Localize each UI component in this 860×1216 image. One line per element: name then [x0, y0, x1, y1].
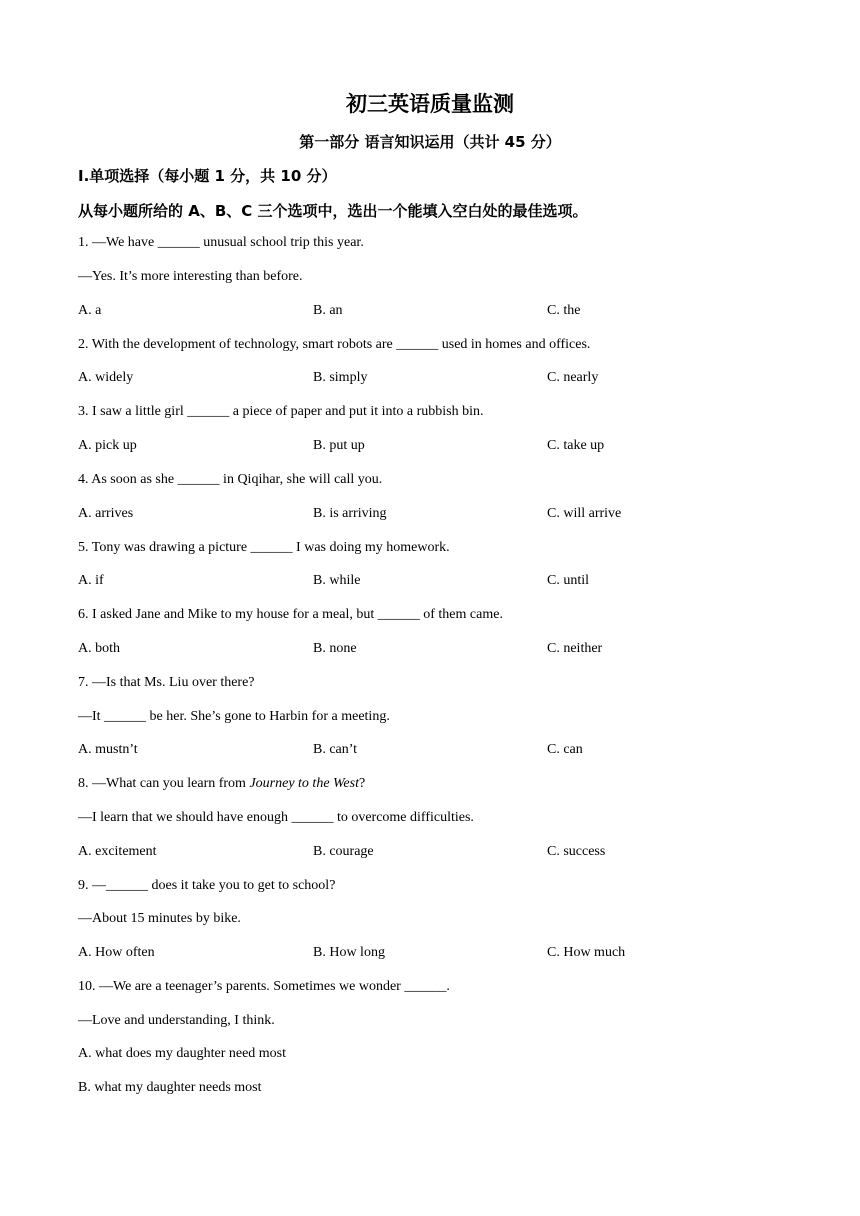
section-heading: Ⅰ.单项选择（每小题 1 分，共 10 分）	[78, 167, 337, 185]
question-4-line-1: 4. As soon as she ______ in Qiqihar, she will call you.	[78, 472, 383, 487]
question-1-option-a: A. a	[78, 303, 102, 318]
question-8-prefix: 8. —What can you learn from	[78, 776, 250, 791]
question-2-option-a: A. widely	[78, 370, 134, 385]
question-6-option-a: A. both	[78, 641, 120, 656]
question-7-option-a: A. mustn’t	[78, 742, 138, 757]
question-3-option-b: B. put up	[313, 438, 365, 453]
question-4-option-a: A. arrives	[78, 506, 134, 521]
question-6-line-1: 6. I asked Jane and Mike to my house for a meal, but ______ of them came.	[78, 607, 503, 622]
question-10-option-b: B. what my daughter needs most	[78, 1080, 262, 1095]
question-10-line-2: —Love and understanding, I think.	[78, 1013, 275, 1028]
question-7-option-c: C. can	[547, 742, 583, 757]
question-1-option-c: C. the	[547, 303, 581, 318]
part-subtitle: 第一部分 语言知识运用（共计 45 分）	[299, 133, 561, 151]
question-5-option-a: A. if	[78, 573, 104, 588]
question-9-line-1: 9. —______ does it take you to get to school?	[78, 878, 336, 893]
question-7-option-b: B. can’t	[313, 742, 358, 757]
question-7-line-2: —It ______ be her. She’s gone to Harbin for a meeting.	[78, 709, 390, 724]
question-4-option-c: C. will arrive	[547, 506, 622, 521]
question-8-line-2: —I learn that we should have enough ______ to overcome difficulties.	[78, 810, 474, 825]
question-9-line-2: —About 15 minutes by bike.	[78, 911, 241, 926]
question-8-option-c: C. success	[547, 844, 606, 859]
question-6-option-b: B. none	[313, 641, 357, 656]
question-5-line-1: 5. Tony was drawing a picture ______ I was doing my homework.	[78, 540, 450, 555]
question-8-option-b: B. courage	[313, 844, 374, 859]
question-2-option-c: C. nearly	[547, 370, 599, 385]
question-1-line-2: —Yes. It’s more interesting than before.	[78, 269, 303, 284]
question-7-line-1: 7. —Is that Ms. Liu over there?	[78, 675, 255, 690]
question-5-option-b: B. while	[313, 573, 361, 588]
question-9-option-b: B. How long	[313, 945, 385, 960]
question-5-option-c: C. until	[547, 573, 590, 588]
question-1-line-1: 1. —We have ______ unusual school trip this year.	[78, 235, 364, 250]
question-8-option-a: A. excitement	[78, 844, 157, 859]
question-10-option-a: A. what does my daughter need most	[78, 1046, 287, 1061]
question-8-line-1	[78, 776, 365, 792]
question-1-option-b: B. an	[313, 303, 343, 318]
question-6-option-c: C. neither	[547, 641, 603, 656]
question-9-option-a: A. How often	[78, 945, 155, 960]
question-4-option-b: B. is arriving	[313, 506, 387, 521]
section-instruction: 从每小题所给的 A、B、C 三个选项中，选出一个能填入空白处的最佳选项。	[78, 202, 588, 220]
question-8-suffix: ?	[358, 776, 366, 791]
question-3-option-c: C. take up	[547, 438, 605, 453]
question-3-line-1: 3. I saw a little girl ______ a piece of paper and put it into a rubbish bin.	[78, 404, 484, 419]
page-title: 初三英语质量监测	[346, 92, 514, 116]
question-2-line-1: 2. With the development of technology, smart robots are ______ used in homes and offices.	[78, 337, 591, 352]
question-9-option-c: C. How much	[547, 945, 626, 960]
question-3-option-a: A. pick up	[78, 438, 137, 453]
question-10-line-1: 10. —We are a teenager’s parents. Sometimes we wonder ______.	[78, 979, 450, 994]
question-2-option-b: B. simply	[313, 370, 368, 385]
book-title: Journey to the West	[249, 776, 359, 791]
